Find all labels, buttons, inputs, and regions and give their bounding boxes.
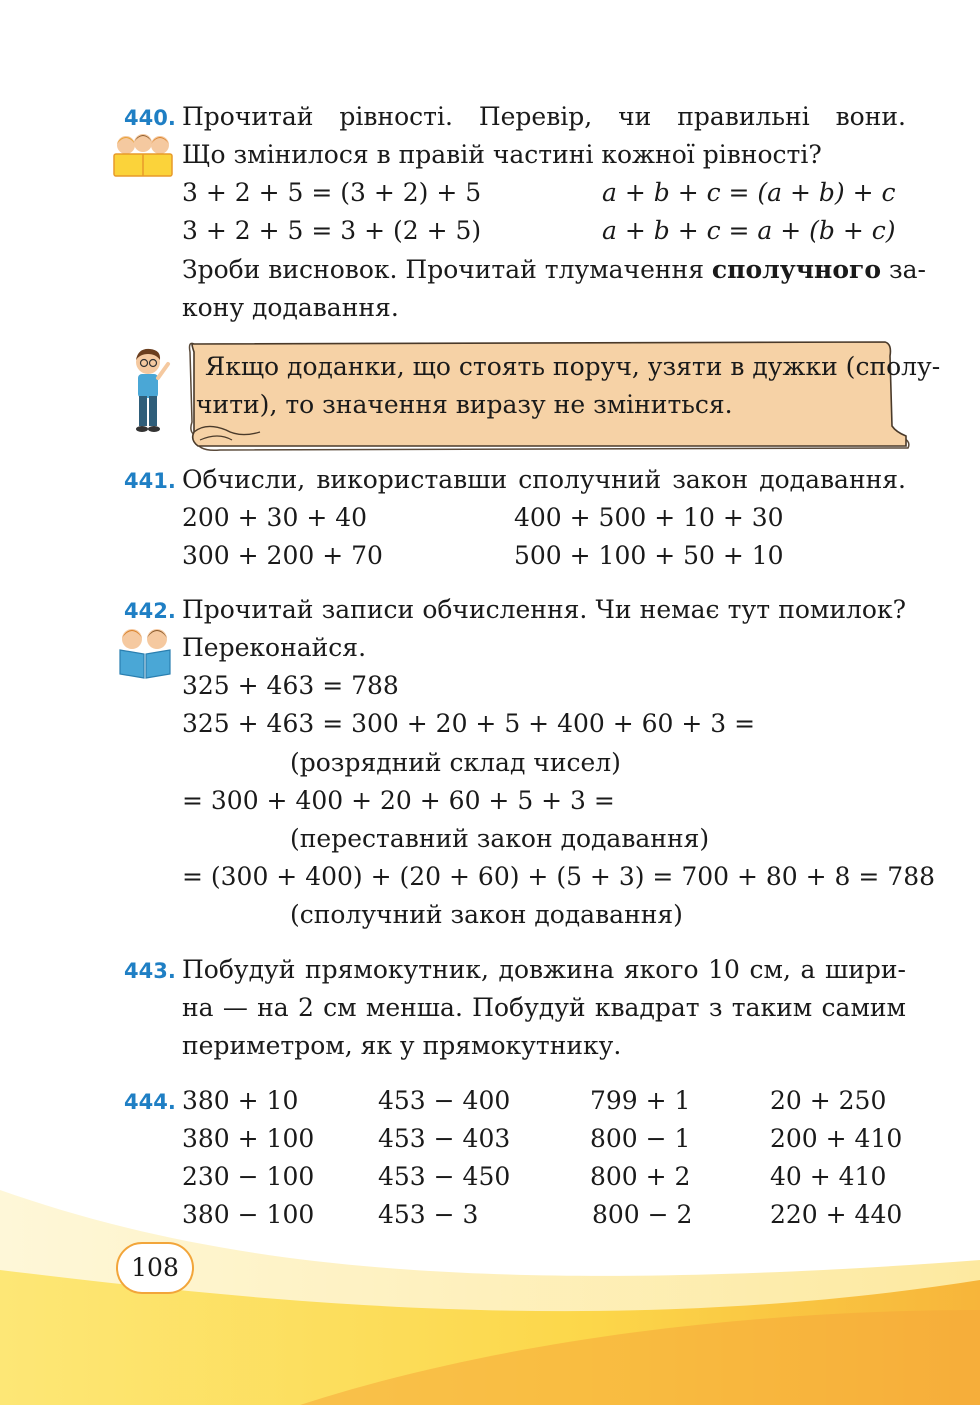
exercise-number: 443. [124, 959, 176, 983]
expression: 220 + 440 [770, 1200, 903, 1229]
task-text: периметром, як у прямокутнику. [182, 1031, 622, 1060]
exercise-number: 442. [124, 599, 176, 623]
expression: 800 − 1 [590, 1124, 691, 1153]
kids-reading-icon [110, 132, 176, 178]
equation: 3 + 2 + 5 = (3 + 2) + 5 [182, 178, 482, 207]
expression: 453 − 450 [378, 1162, 511, 1191]
task-text: Що змінилося в правій частині кожної рівності? [182, 140, 822, 169]
exercise-number: 440. [124, 106, 176, 130]
task-text: Прочитай записи обчислення. Чи немає тут помилок? [182, 595, 906, 624]
calc-note: (розрядний склад чисел) [290, 748, 621, 777]
task-text: Зроби висновок. Прочитай тлумачення сполучного за- [182, 255, 926, 284]
task-text: кону додавання. [182, 293, 399, 322]
calc-line: = 300 + 400 + 20 + 60 + 5 + 3 = [182, 786, 615, 815]
calc-line: 325 + 463 = 788 [182, 671, 399, 700]
calc-line: = (300 + 400) + (20 + 60) + (5 + 3) = 700 + 80 + 8 = 788 [182, 862, 936, 891]
expression: 500 + 100 + 50 + 10 [514, 541, 784, 570]
calc-line: 325 + 463 = 300 + 20 + 5 + 400 + 60 + 3 = [182, 709, 756, 738]
boy-pointing-icon [128, 346, 174, 434]
rule-text: чити), то значення виразу не зміниться. [196, 390, 733, 419]
task-text: Побудуй прямокутник, довжина якого 10 см, а шири- [182, 955, 906, 984]
equation: a + b + c = a + (b + c) [602, 216, 896, 245]
expression: 380 + 10 [182, 1086, 299, 1115]
expression: 800 + 2 [590, 1162, 691, 1191]
expression: 200 + 410 [770, 1124, 903, 1153]
expression: 230 − 100 [182, 1162, 315, 1191]
calc-note: (переставний закон додавання) [290, 824, 710, 853]
task-text: Прочитай рівності. Перевір, чи правильні вони. [182, 102, 906, 131]
exercise-number: 444. [124, 1090, 176, 1114]
expression: 380 − 100 [182, 1200, 315, 1229]
equation: 3 + 2 + 5 = 3 + (2 + 5) [182, 216, 482, 245]
task-text: на — на 2 см менша. Побудуй квадрат з таким самим [182, 993, 906, 1022]
expression: 800 − 2 [592, 1200, 693, 1229]
rule-text: Якщо доданки, що стоять поруч, узяти в дужки (сполу- [205, 352, 941, 381]
expression: 799 + 1 [590, 1086, 691, 1115]
expression: 453 − 3 [378, 1200, 479, 1229]
expression: 453 − 400 [378, 1086, 511, 1115]
task-text: Переконайся. [182, 633, 367, 662]
expression: 40 + 410 [770, 1162, 887, 1191]
kids-book-icon [114, 626, 176, 680]
expression: 200 + 30 + 40 [182, 503, 368, 532]
expression: 20 + 250 [770, 1086, 887, 1115]
expression: 453 − 403 [378, 1124, 511, 1153]
expression: 400 + 500 + 10 + 30 [514, 503, 784, 532]
task-text: Обчисли, використавши сполучний закон додавання. [182, 465, 906, 494]
page-number: 108 [116, 1242, 194, 1294]
calc-note: (сполучний закон додавання) [290, 900, 683, 929]
exercise-number: 441. [124, 469, 176, 493]
expression: 380 + 100 [182, 1124, 315, 1153]
expression: 300 + 200 + 70 [182, 541, 383, 570]
equation: a + b + c = (a + b) + c [602, 178, 896, 207]
